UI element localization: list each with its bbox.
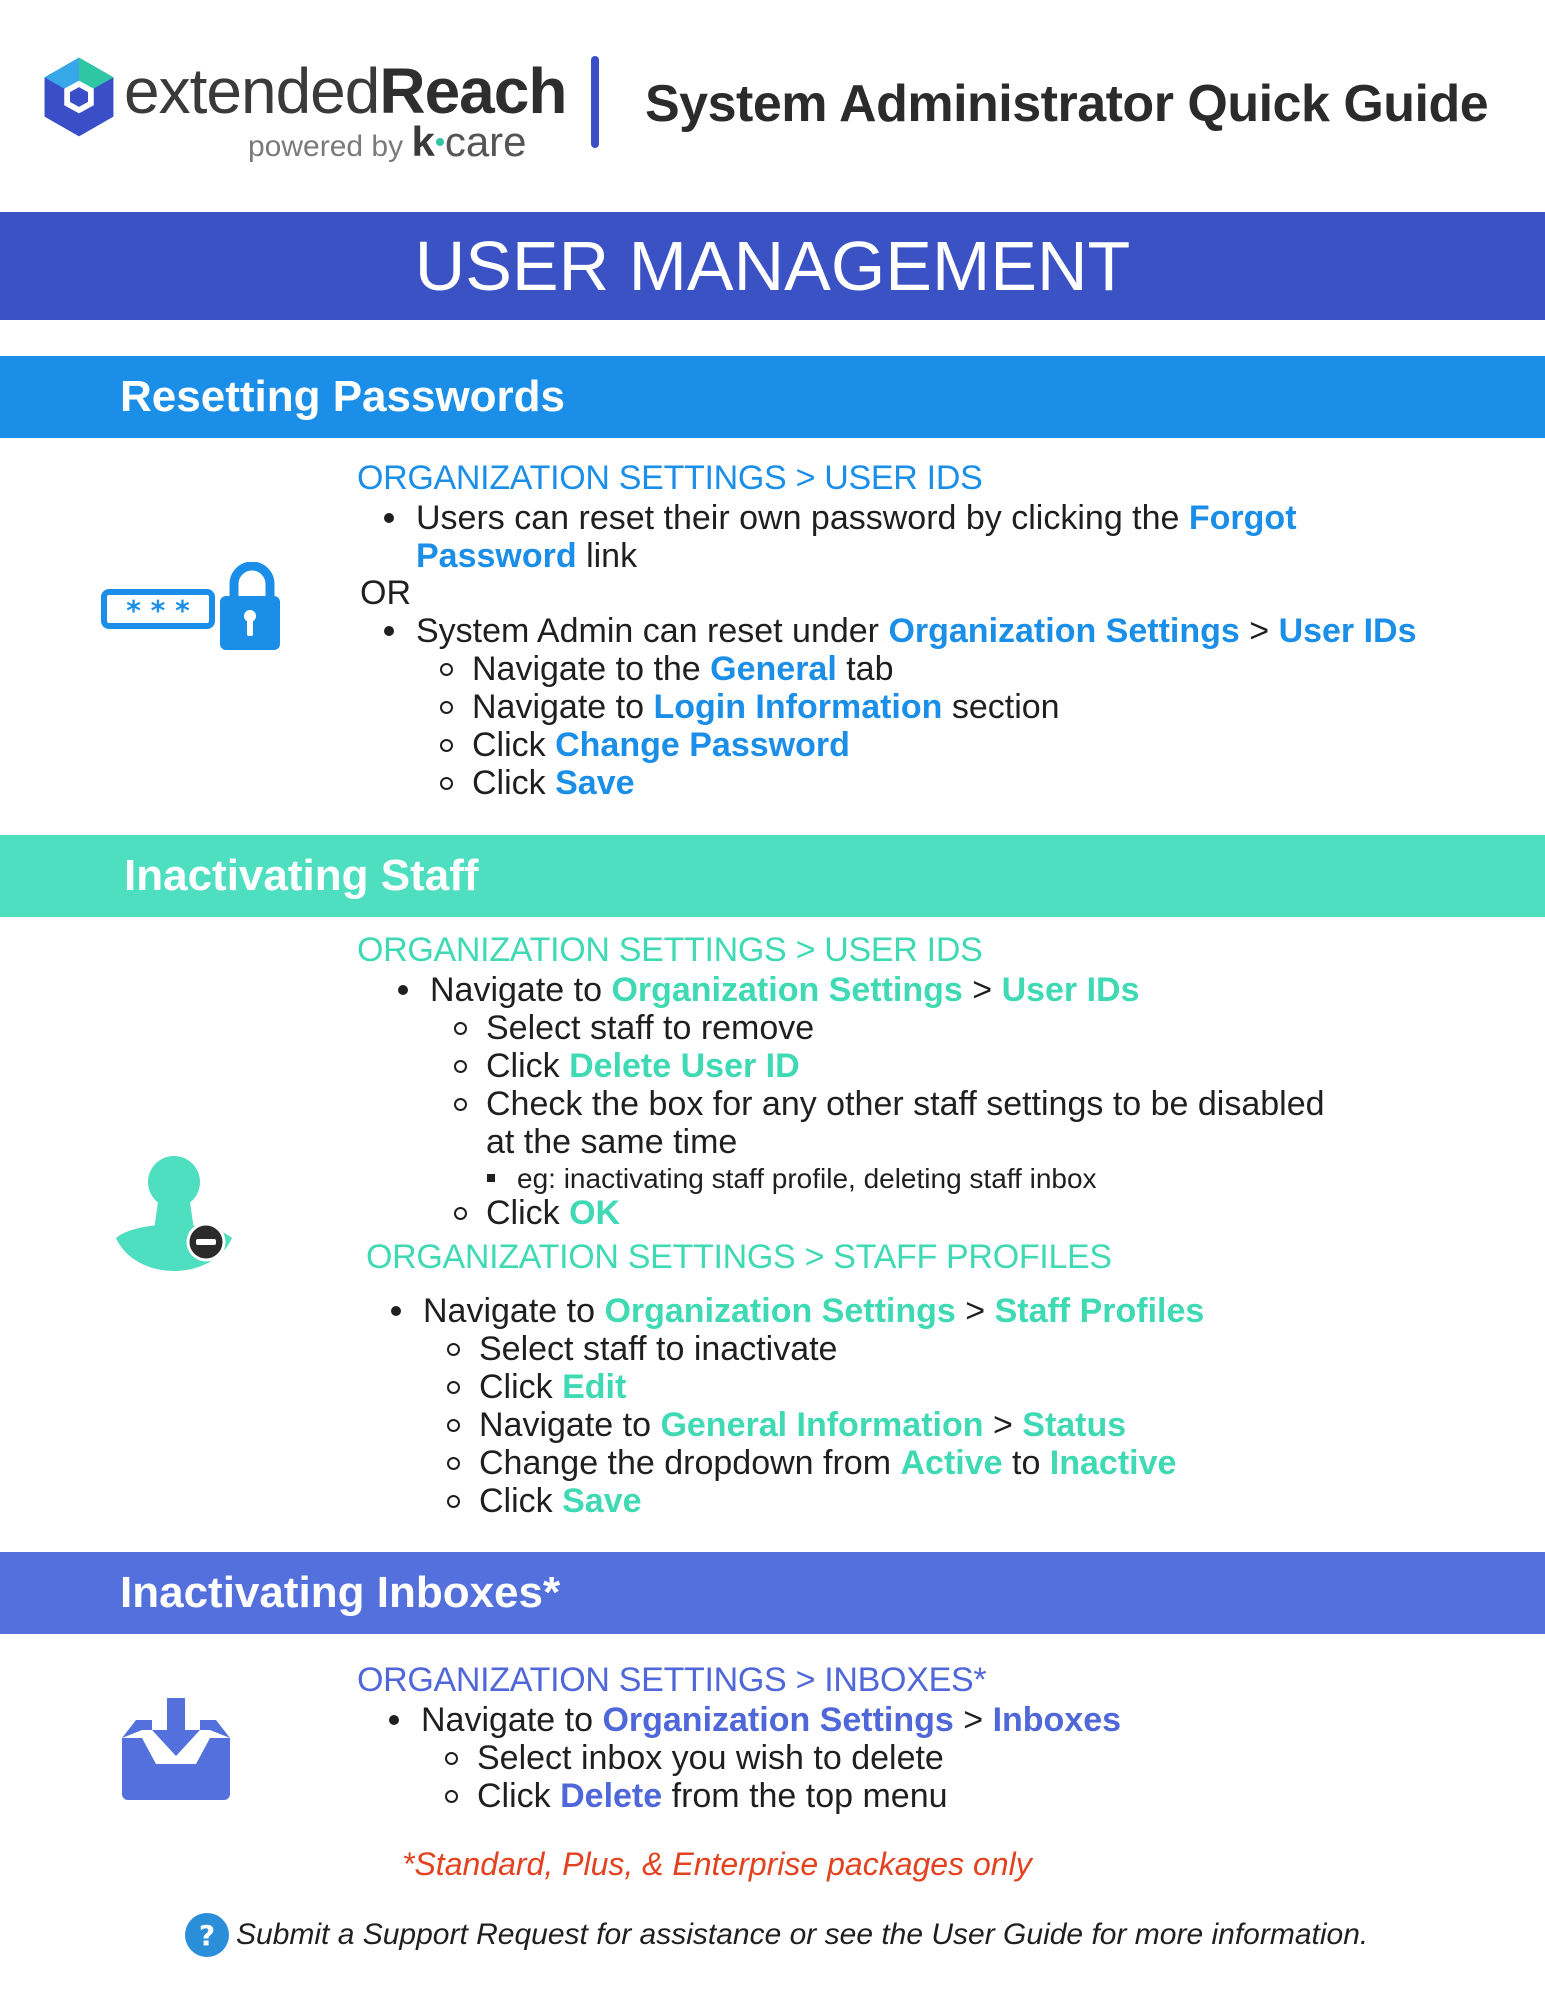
list-item: System Admin can reset under Organization Settings > User IDs <box>416 612 1417 650</box>
page-title: System Administrator Quick Guide <box>645 75 1489 133</box>
list-item: Navigate to Organization Settings > Inboxes <box>421 1701 1122 1739</box>
list-item: Click Change Password <box>472 726 1060 764</box>
list-item: Click Save <box>472 764 1060 802</box>
packages-note: *Standard, Plus, & Enterprise packages only <box>402 1846 1032 1882</box>
inbox-instructions <box>421 1701 1121 1739</box>
header-divider <box>591 56 599 148</box>
list-item: Click Save <box>479 1482 1176 1520</box>
list-item: Click Delete from the top menu <box>477 1777 948 1815</box>
extendedreach-logo-icon <box>38 56 120 138</box>
list-item: Password link <box>416 537 638 575</box>
list-item: Select inbox you wish to delete <box>477 1739 948 1777</box>
list-item: Click OK <box>486 1194 621 1232</box>
svg-text:?: ? <box>198 1919 216 1952</box>
list-item: Change the dropdown from Active to Inactive <box>479 1444 1177 1482</box>
list-item: at the same time <box>486 1123 738 1161</box>
main-banner: USER MANAGEMENT <box>0 212 1545 320</box>
staff-profile-instructions <box>423 1292 1204 1330</box>
list-item: eg: inactivating staff profile, deleting staff inbox <box>517 1163 1097 1194</box>
inbox-download-icon <box>118 1698 234 1800</box>
section-title: Inactivating Staff <box>124 851 479 900</box>
breadcrumb-path: ORGANIZATION SETTINGS > STAFF PROFILES <box>366 1238 1112 1276</box>
staff-userid-steps <box>486 1009 1325 1161</box>
list-item: Select staff to inactivate <box>479 1330 1176 1368</box>
help-question-icon <box>184 1912 230 1958</box>
list-item: Select staff to remove <box>486 1009 1325 1047</box>
reset-instructions <box>416 499 1297 575</box>
list-item: Click Edit <box>479 1368 1176 1406</box>
password-lock-icon <box>100 562 282 652</box>
inbox-steps <box>477 1739 948 1815</box>
list-item: Users can reset their own password by clicking the Forgot <box>416 499 1297 537</box>
section-banner-resetting-passwords <box>0 356 1545 438</box>
list-item: Check the box for any other staff settings to be disabled <box>486 1085 1325 1123</box>
section-title: Inactivating Inboxes* <box>120 1568 561 1617</box>
staff-profile-steps <box>479 1330 1176 1520</box>
list-item: Click Delete User ID <box>486 1047 1325 1085</box>
svg-text:* * *: * * * <box>126 594 190 627</box>
breadcrumb-path: ORGANIZATION SETTINGS > USER IDS <box>357 459 983 497</box>
section-title: Resetting Passwords <box>120 372 566 421</box>
staff-example <box>517 1162 1097 1196</box>
list-item: Navigate to Organization Settings > User IDs <box>430 971 1140 1009</box>
staff-userid-instructions <box>430 971 1140 1009</box>
list-item: Navigate to Organization Settings > Staff Profiles <box>423 1292 1205 1330</box>
reset-admin-instructions <box>416 612 1417 650</box>
breadcrumb-path: ORGANIZATION SETTINGS > INBOXES* <box>357 1661 987 1699</box>
or-separator: OR <box>360 574 411 612</box>
logo-powered-by: powered by k care <box>248 118 527 165</box>
reset-admin-steps <box>472 650 1060 802</box>
list-item: Navigate to the General tab <box>472 650 1060 688</box>
support-footer: Submit a Support Request for assistance or see the User Guide for more information. <box>236 1918 1369 1951</box>
list-item: Navigate to Login Information section <box>472 688 1060 726</box>
section-banner-inactivating-inboxes <box>0 1552 1545 1634</box>
remove-user-icon <box>114 1154 238 1278</box>
list-item: Navigate to General Information > Status <box>479 1406 1176 1444</box>
staff-ok-step <box>486 1194 620 1232</box>
section-banner-inactivating-staff <box>0 835 1545 917</box>
logo-wordmark: extendedReach <box>124 55 567 127</box>
breadcrumb-path: ORGANIZATION SETTINGS > USER IDS <box>357 931 983 969</box>
